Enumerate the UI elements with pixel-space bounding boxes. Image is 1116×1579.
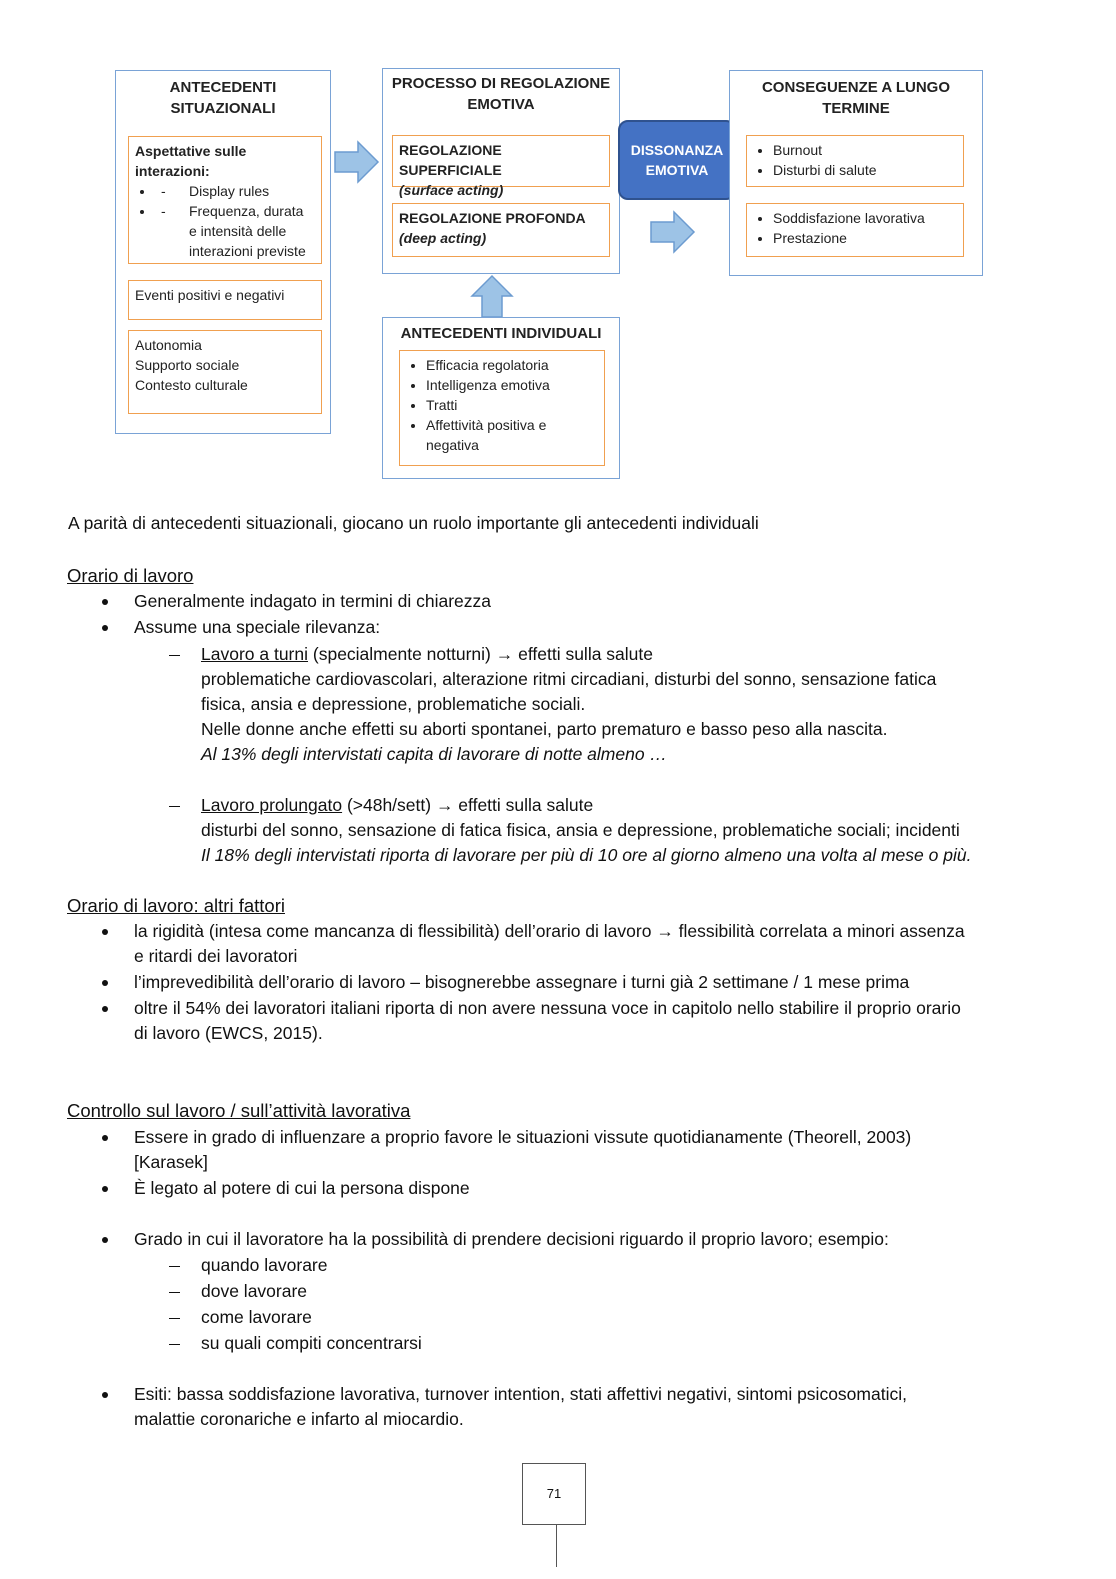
text-line: Nelle donne anche effetti su aborti spontanei, parto prematuro e basso peso alla nascita. xyxy=(201,719,888,739)
conseguenza-item: • Soddisfazione lavorativa xyxy=(773,208,957,228)
bullet-text: Essere in grado di influenzare a proprio favore le situazioni vissute quotidianamente (Theorell, 2003) xyxy=(134,1127,912,1147)
dissonanza-emotiva-box xyxy=(618,120,736,200)
dash-marker xyxy=(169,1344,180,1345)
antecedenti-individuali-box xyxy=(382,317,620,479)
arrow-up-icon xyxy=(470,274,514,318)
bullet-text-cont: e ritardi dei lavoratori xyxy=(134,946,298,966)
processo-title: PROCESSO DI REGOLAZIONE EMOTIVA xyxy=(391,75,611,113)
conseguenza-item: • Disturbi di salute xyxy=(773,160,957,180)
bullet-text: oltre il 54% dei lavoratori italiani riporta di non avere nessuna voce in capitolo nello stabilire il proprio orario xyxy=(134,998,961,1018)
section-heading-controllo: Controllo sul lavoro / sull’attività lavorativa xyxy=(67,1100,411,1121)
dissonanza-label: DISSONANZA EMOTIVA xyxy=(630,142,724,178)
contesto-line: Supporto sociale xyxy=(135,357,240,373)
page-number-line xyxy=(556,1525,557,1567)
sub-item: dove lavorare xyxy=(201,1281,308,1301)
bullet-text: l’imprevedibilità dell’orario di lavoro – bisognerebbe assegnare i turni già 2 settimane / 1 mese prima xyxy=(134,972,910,992)
arrow-right-icon xyxy=(650,210,696,254)
bullet-text: Esiti: bassa soddisfazione lavorativa, turnover intention, stati affettivi negativi, sintomi psicosomatici, xyxy=(134,1384,907,1404)
conseguenze-box xyxy=(729,70,983,276)
text-line: disturbi del sonno, sensazione di fatica fisica, ansia e depressione, problematiche sociali; incidenti xyxy=(201,820,960,840)
antecedente-item: • Intelligenza emotiva xyxy=(426,375,598,395)
lavoro-turni-rest: (specialmente notturni) → effetti sulla salute xyxy=(308,644,653,664)
conseguenze-title: CONSEGUENZE A LUNGO TERMINE xyxy=(761,79,951,117)
regolazione-superficiale-box xyxy=(392,135,610,198)
section-heading-orario: Orario di lavoro xyxy=(67,565,194,586)
dash-marker xyxy=(169,1318,180,1319)
aspettative-title: Aspettative sulle interazioni: xyxy=(135,143,247,179)
bullet-text: Grado in cui il lavoratore ha la possibilità di prendere decisioni riguardo il proprio lavoro; esempio: xyxy=(134,1229,889,1249)
lavoro-prolungato-line xyxy=(201,793,593,819)
bullet-text: È legato al potere di cui la persona dispone xyxy=(134,1178,470,1198)
conseguenza-item: • Burnout xyxy=(773,140,957,160)
antecedente-item: • Tratti xyxy=(426,395,598,415)
statistic-line: Il 18% degli intervistati riporta di lavorare per più di 10 ore al giorno almeno una volta al mese o più. xyxy=(201,845,972,865)
antecedente-item: • Affettività positiva e negativa xyxy=(426,415,598,455)
processo-regolazione-box xyxy=(382,68,620,274)
conseguenze-positive-box xyxy=(746,203,964,257)
regolazione-profonda-box xyxy=(392,203,610,257)
dash-marker xyxy=(169,1292,180,1293)
bullet-dot xyxy=(102,929,108,935)
bullet-dot xyxy=(102,1006,108,1012)
antecedenti-situazionali-title: ANTECEDENTI SITUAZIONALI xyxy=(169,79,277,117)
text-line: problematiche cardiovascolari, alterazione ritmi circadiani, disturbi del sonno, sensazione fatica xyxy=(201,669,937,689)
text-line: fisica, ansia e depressione, problematiche sociali. xyxy=(201,694,586,714)
antecedenti-situazionali-box xyxy=(115,70,331,434)
antecedenti-individuali-title: ANTECEDENTI INDIVIDUALI xyxy=(400,325,602,342)
bullet-text: Generalmente indagato in termini di chiarezza xyxy=(134,591,491,611)
bullet-dot xyxy=(102,1237,108,1243)
statistic-line: Al 13% degli intervistati capita di lavorare di notte almeno … xyxy=(201,744,667,764)
deep-acting-label: (deep acting) xyxy=(399,230,487,246)
aspettative-box xyxy=(128,136,322,264)
section-heading-altri-fattori: Orario di lavoro: altri fattori xyxy=(67,895,285,916)
aspettative-item: - • Display rules xyxy=(155,181,315,201)
surface-acting-label: (surface acting) xyxy=(399,182,504,198)
bullet-text-cont: [Karasek] xyxy=(134,1152,208,1172)
lavoro-turni-title: Lavoro a turni xyxy=(201,644,309,664)
bullet-dot xyxy=(102,980,108,986)
sub-item: su quali compiti concentrarsi xyxy=(201,1333,422,1353)
bullet-dot xyxy=(102,625,108,631)
bullet-text: la rigidità (intesa come mancanza di flessibilità) dell’orario di lavoro → flessibilità correlata a minori assenza xyxy=(134,921,965,941)
contesto-line: Autonomia xyxy=(135,337,202,353)
sub-item: come lavorare xyxy=(201,1307,312,1327)
eventi-box xyxy=(128,280,322,320)
bullet-dot xyxy=(102,1135,108,1141)
bullet-dot xyxy=(102,1392,108,1398)
bullet-text: Assume una speciale rilevanza: xyxy=(134,617,381,637)
contesto-box xyxy=(128,330,322,414)
bullet-text-cont: di lavoro (EWCS, 2015). xyxy=(134,1023,323,1043)
lavoro-turni-line xyxy=(201,642,653,668)
page-number: 71 xyxy=(522,1463,586,1525)
conseguenza-item: • Prestazione xyxy=(773,228,957,248)
dash-marker xyxy=(169,1266,180,1267)
conseguenze-negative-box xyxy=(746,135,964,187)
regolazione-profonda-title: REGOLAZIONE PROFONDA xyxy=(399,210,586,226)
eventi-label: Eventi positivi e negativi xyxy=(135,287,285,303)
aspettative-item: - • Frequenza, durata e intensità delle interazioni previste xyxy=(155,201,315,261)
regolazione-superficiale-title: REGOLAZIONE SUPERFICIALE xyxy=(399,142,502,178)
intro-paragraph: A parità di antecedenti situazionali, giocano un ruolo importante gli antecedenti individuali xyxy=(68,513,759,533)
lavoro-prolungato-title: Lavoro prolungato xyxy=(201,795,343,815)
bullet-text-cont: malattie coronariche e infarto al miocardio. xyxy=(134,1409,464,1429)
antecedente-item: • Efficacia regolatoria xyxy=(426,355,598,375)
dash-marker xyxy=(169,655,180,656)
bullet-dot xyxy=(102,599,108,605)
sub-item: quando lavorare xyxy=(201,1255,328,1275)
bullet-dot xyxy=(102,1186,108,1192)
dash-marker xyxy=(169,806,180,807)
antecedenti-individuali-list-box xyxy=(399,350,605,466)
arrow-right-icon xyxy=(334,140,380,184)
lavoro-prolungato-rest: (>48h/sett) → effetti sulla salute xyxy=(342,795,594,815)
contesto-line: Contesto culturale xyxy=(135,377,248,393)
